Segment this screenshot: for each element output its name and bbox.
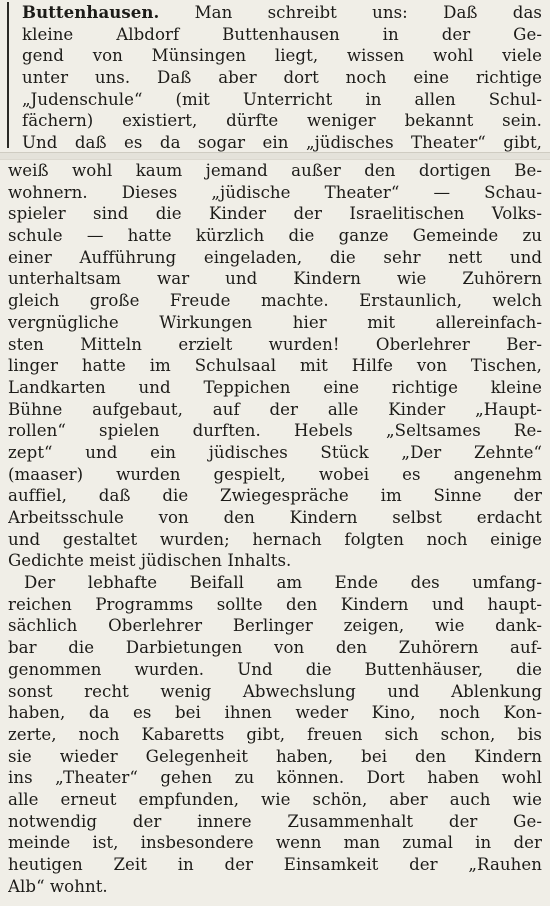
column-rule <box>7 2 9 148</box>
text-line: gleich große Freude machte. Erstaunlich, welch <box>8 291 542 311</box>
text-line: schule — hatte kürzlich die ganze Gemeinde zu <box>8 226 542 246</box>
text-line: linger hatte im Schulsaal mit Hilfe von Tischen, <box>8 356 542 376</box>
clipping-seam <box>0 152 550 160</box>
text-line: Bühne aufgebaut, auf der alle Kinder „Haupt- <box>8 399 542 419</box>
text-line: Der lebhafte Beifall am Ende des umfang- <box>24 573 542 593</box>
text-line: sten Mitteln erzielt wurden! Oberlehrer Ber- <box>8 334 542 354</box>
text-line: unterhaltsam war und Kindern wie Zuhörern <box>8 269 542 289</box>
text-line: zept“ und ein jüdisches Stück „Der Zehnte“ <box>8 442 542 462</box>
text-line: „Judenschule“ (mit Unterricht in allen Schul- <box>22 89 542 109</box>
text-line: sie wieder Gelegenheit haben, bei den Kindern <box>8 746 542 766</box>
text-line: (maaser) wurden gespielt, wobei es angenehm <box>8 464 542 484</box>
text-line: sonst recht wenig Abwechslung und Ablenkung <box>8 681 542 701</box>
text-line: spieler sind die Kinder der Israelitischen Volks- <box>8 204 542 224</box>
text-line: vergnügliche Wirkungen hier mit allereinfach- <box>8 312 542 332</box>
paragraph <box>8 572 542 897</box>
text-line: Und daß es da sogar ein „jüdisches Theater“ gibt, <box>22 133 542 153</box>
text-line: Landkarten und Teppichen eine richtige kleine <box>8 377 542 397</box>
text-line: weiß wohl kaum jemand außer den dortigen Be- <box>8 161 542 180</box>
text-line: einer Aufführung eingeladen, die sehr nett und <box>8 247 542 267</box>
text-line: sächlich Oberlehrer Berlinger zeigen, wie dank- <box>8 616 542 636</box>
article-top-fragment <box>22 2 542 154</box>
dateline: Buttenhausen. <box>22 2 160 22</box>
text-line: rollen“ spielen durften. Hebels „Seltsames Re- <box>8 421 542 441</box>
text-line: ins „Theater“ gehen zu können. Dort haben wohl <box>8 768 542 788</box>
text-line: unter uns. Daß aber dort noch eine richtige <box>22 68 542 88</box>
text-line: alle erneut empfunden, wie schön, aber auch wie <box>8 789 542 809</box>
text-line <box>22 2 542 24</box>
dateline-rest: Man schreibt uns: Daß das <box>159 3 542 22</box>
article-bottom-fragment <box>8 160 542 897</box>
text-line: genommen wurden. Und die Buttenhäuser, die <box>8 659 542 679</box>
text-line: meinde ist, insbesondere wenn man zumal in der <box>8 833 542 853</box>
text-line: bar die Darbietungen von den Zuhörern auf- <box>8 638 542 658</box>
text-line: kleine Albdorf Buttenhausen in der Ge- <box>22 24 542 44</box>
text-line: auffiel, daß die Zwiegespräche im Sinne der <box>8 486 542 506</box>
text-line: haben, da es bei ihnen weder Kino, noch Kon- <box>8 703 542 723</box>
text-line: wohnern. Dieses „jüdische Theater“ — Schau- <box>8 182 542 202</box>
text-line: gend von Münsingen liegt, wissen wohl viele <box>22 46 542 66</box>
text-line: und gestaltet wurden; hernach folgten noch einige <box>8 529 542 549</box>
text-line: Alb“ wohnt. <box>8 876 108 896</box>
text-line: zerte, noch Kabaretts gibt, freuen sich schon, bis <box>8 724 542 744</box>
text-line: heutigen Zeit in der Einsamkeit der „Rauhen <box>8 855 542 874</box>
text-line: reichen Programms sollte den Kindern und haupt- <box>8 594 542 614</box>
text-line: fächern) existiert, dürfte weniger bekannt sein. <box>22 111 542 131</box>
text-line: Arbeitsschule von den Kindern selbst erdacht <box>8 508 542 527</box>
paragraph <box>8 160 542 572</box>
text-line: Gedichte meist jüdischen Inhalts. <box>8 551 292 571</box>
text-line: notwendig der innere Zusammenhalt der Ge- <box>8 811 542 831</box>
